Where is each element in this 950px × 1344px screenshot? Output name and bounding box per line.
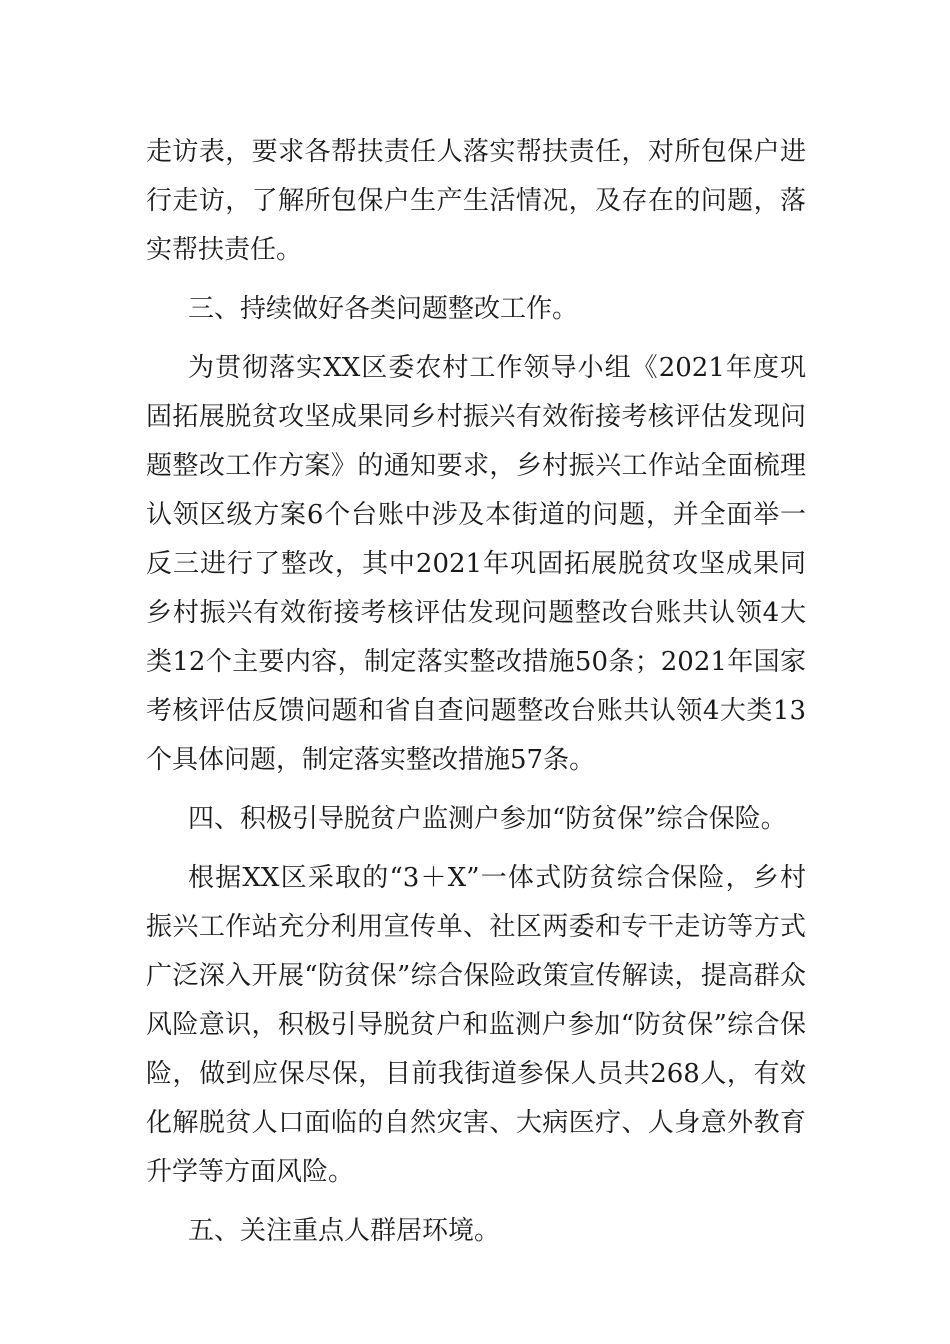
section-heading-5: 五、关注重点人群居环境。 bbox=[188, 1216, 501, 1246]
section-heading-3: 三、持续做好各类问题整改工作。 bbox=[188, 294, 579, 324]
section-heading-4: 四、积极引导脱贫户监测户参加“防贫保”综合保险。 bbox=[188, 804, 787, 834]
paragraph-section-3-body: 为贯彻落实XX区委农村工作领导小组《2021年度巩固拓展脱贫攻坚成果同乡村振兴有效衔接考核评估发现问题整改工作方案》的通知要求，乡村振兴工作站全面梳理认领区级方案6个台账中涉及本街道的问题，并全面举一反三进行了整改，其中2021年巩固拓展脱贫攻坚成果同乡村振兴有效衔接考核评估发现问题整改台账共认领4大类12个主要内容，制定落实整改措施50条；2021年国家考核评估反馈问题和省自查问题整改台账共认领4大类13个具体问题，制定落实整改措施57条。 bbox=[146, 353, 806, 775]
document-body bbox=[146, 128, 806, 1256]
paragraph-section-4-body: 根据XX区采取的“3＋X”一体式防贫综合保险，乡村振兴工作站充分利用宣传单、社区两委和专干走访等方式广泛深入开展“防贫保”综合保险政策宣传解读，提高群众风险意识，积极引导脱贫户和监测户参加“防贫保”综合保险，做到应保尽保，目前我街道参保人员共268人，有效化解脱贫人口面临的自然灾害、大病医疗、人身意外教育升学等方面风险。 bbox=[146, 863, 806, 1187]
paragraph-continuation: 走访表，要求各帮扶责任人落实帮扶责任，对所包保户进行走访，了解所包保户生产生活情况，及存在的问题，落实帮扶责任。 bbox=[146, 137, 806, 265]
